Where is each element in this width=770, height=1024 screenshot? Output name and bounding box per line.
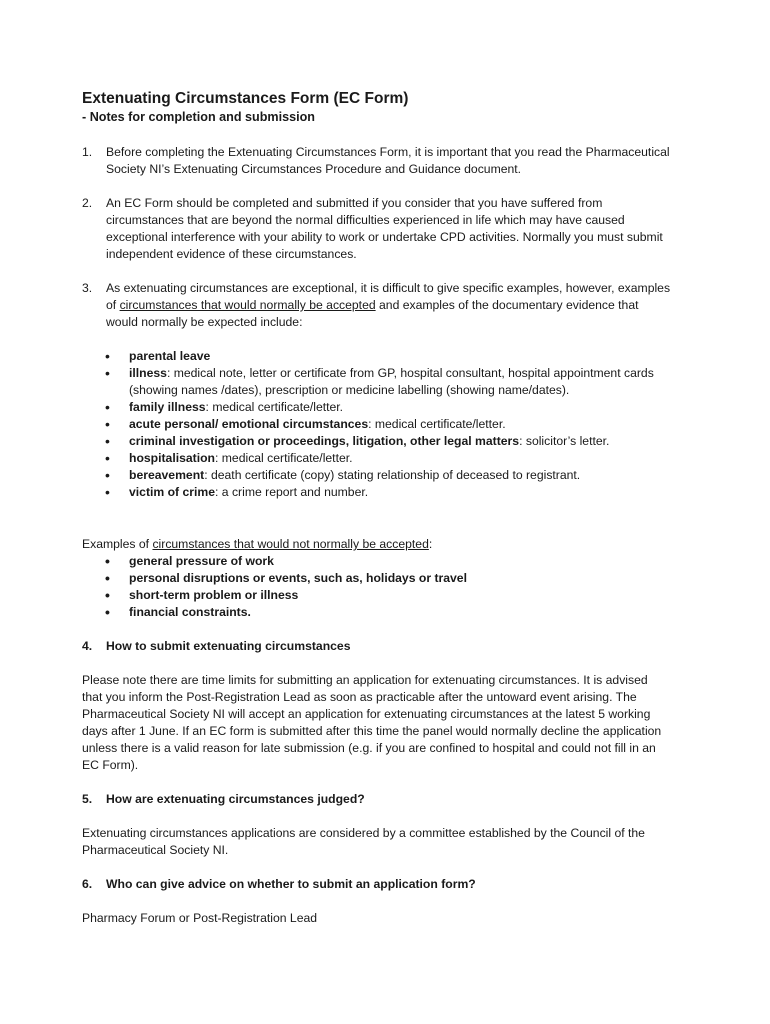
list-item: • personal disruptions or events, such as, holidays or travel	[105, 570, 665, 587]
section-6-body: Pharmacy Forum or Post-Registration Lead	[82, 911, 318, 925]
list-item: • illness: medical note, letter or certificate from GP, hospital consultant, hospital appointment cards (showing names /dates), prescription or medicine labelling (showing name/dates).	[105, 365, 665, 399]
list-item: • criminal investigation or proceedings, litigation, other legal matters: solicitor’s letter.	[105, 433, 665, 450]
list-item: • victim of crime: a crime report and number.	[105, 484, 665, 501]
accepted-list	[105, 348, 665, 501]
item-number: 1.	[82, 145, 93, 159]
list-item: • parental leave	[105, 348, 665, 365]
not-accepted-list	[105, 553, 665, 621]
section-4-heading: 4. How to submit extenuating circumstances	[82, 639, 351, 653]
section-5-body: Extenuating circumstances applications are considered by a committee established by the Council of the Pharmaceutical Society NI.	[82, 826, 645, 857]
item-text: Before completing the Extenuating Circumstances Form, it is important that you read the Pharmaceutical Society NI’s Extenuating Circumstances Procedure and Guidance document.	[106, 145, 670, 176]
accepted-link-text: circumstances that would normally be accepted	[119, 298, 376, 312]
numbered-item-1	[82, 144, 672, 178]
item-text-pre: As extenuating circumstances are exceptional, it is difficult to give specific examples, however, examples of	[106, 281, 671, 312]
page-subtitle: - Notes for completion and submission	[82, 110, 316, 124]
section-5-heading: 5. How are extenuating circumstances judged?	[82, 792, 365, 806]
list-item: • general pressure of work	[105, 553, 665, 570]
list-item: • acute personal/ emotional circumstances: medical certificate/letter.	[105, 416, 665, 433]
not-accepted-intro: Examples of circumstances that would not normally be accepted:	[82, 537, 433, 551]
page-title: Extenuating Circumstances Form (EC Form)	[82, 90, 409, 107]
item-text	[106, 280, 672, 331]
item-number: 2.	[82, 196, 93, 210]
section-4-body: Please note there are time limits for submitting an application for extenuating circumstances. It is advised that you inform the Post-Registration Lead as soon as practicable after the untoward event arising. The Pharmaceutical Society NI will accept an application for extenuating circumstances at the latest 5 working days after 1 June. If an EC form is submitted after this time the panel would normally decline the application unless there is a valid reason for late submission (e.g. if you are confined to hospital and could not fill in an EC Form).	[82, 673, 662, 772]
numbered-item-3	[82, 280, 672, 331]
not-accepted-link-text: circumstances that would not normally be accepted	[152, 537, 429, 551]
list-item: • short-term problem or illness	[105, 587, 665, 604]
list-item: • bereavement: death certificate (copy) stating relationship of deceased to registrant.	[105, 467, 665, 484]
numbered-item-2	[82, 195, 672, 263]
list-item: • financial constraints.	[105, 604, 665, 621]
item-text-post: and examples of the documentary evidence that would normally be expected include:	[106, 298, 639, 329]
item-text: An EC Form should be completed and submitted if you consider that you have suffered from circumstances that are beyond the normal difficulties experienced in life which may have caused exceptional interference with your ability to work or undertake CPD activities. Normally you must submit independent evidence of these circumstances.	[106, 196, 663, 261]
list-item: • family illness: medical certificate/letter.	[105, 399, 665, 416]
section-6-heading: 6. Who can give advice on whether to submit an application form?	[82, 877, 476, 891]
item-number: 3.	[82, 281, 93, 295]
list-item: • hospitalisation: medical certificate/letter.	[105, 450, 665, 467]
